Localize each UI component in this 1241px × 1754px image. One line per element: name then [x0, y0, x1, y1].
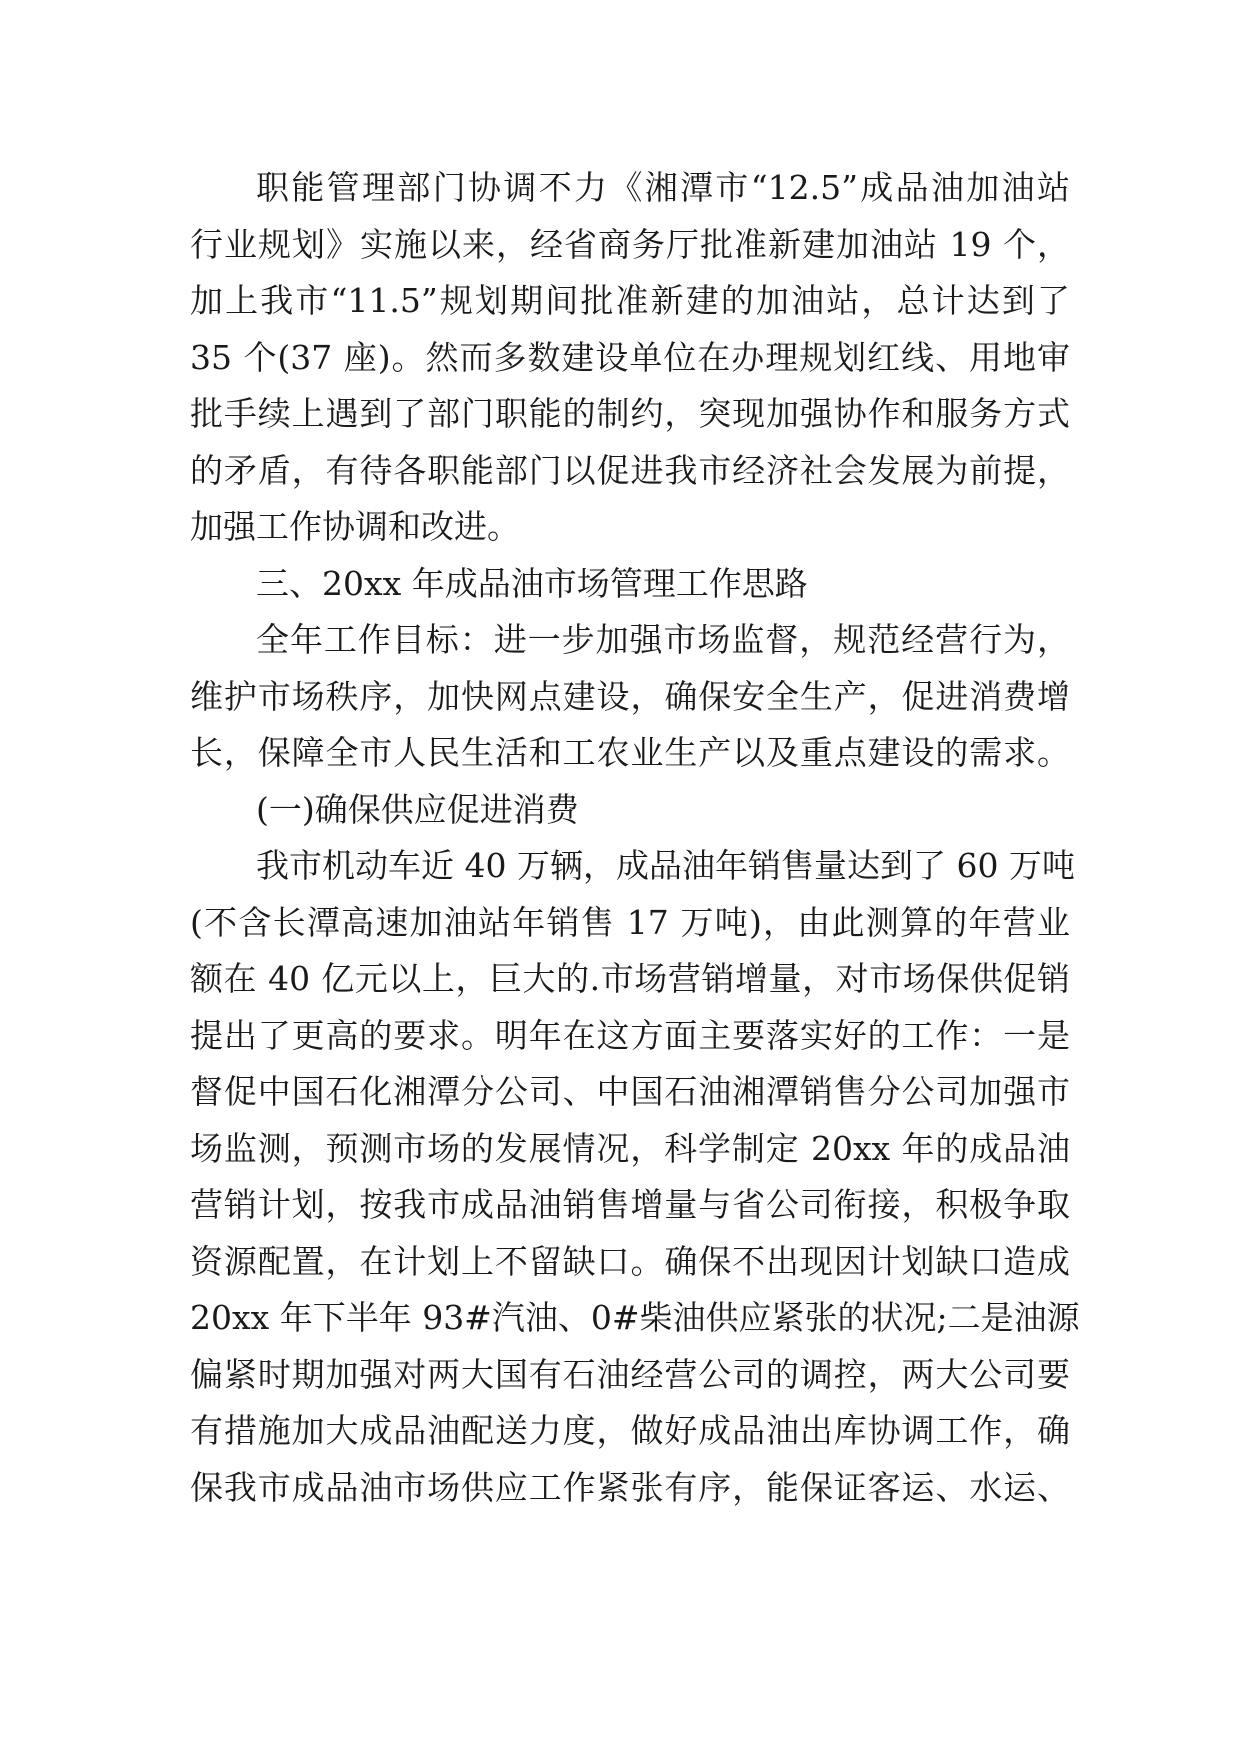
text-line: 35 个(37 座)。然而多数建设单位在办理规划红线、用地审: [190, 337, 1070, 377]
text-line: 批手续上遇到了部门职能的制约，突现加强协作和服务方式: [190, 394, 1070, 433]
text-line: 保我市成品油市场供应工作紧张有序，能保证客运、水运、: [190, 1467, 1070, 1507]
text-line: 额在 40 亿元以上，巨大的.市场营销增量，对市场保供促销: [190, 959, 1070, 998]
text-line: 维护市场秩序，加快网点建设，确保安全生产，促进消费增: [190, 676, 1070, 716]
text-line: 我市机动车近 40 万辆，成品油年销售量达到了 60 万吨: [256, 846, 1075, 885]
text-line: 场监测，预测市场的发展情况，科学制定 20xx 年的成品油: [190, 1128, 1070, 1168]
text-line: 职能管理部门协调不力《湘潭市“12.5”成品油加油站: [256, 168, 1070, 207]
text-line: (不含长潭高速加油站年销售 17 万吨)，由此测算的年营业: [190, 902, 1070, 942]
text-line: 督促中国石化湘潭分公司、中国石油湘潭销售分公司加强市: [190, 1072, 1070, 1111]
document-body: [190, 160, 1080, 1516]
subsection-heading: (一)确保供应促进消费: [256, 789, 579, 829]
text-line: 加强工作协调和改进。: [190, 507, 520, 546]
text-line: 的矛盾，有待各职能部门以促进我市经济社会发展为前提，: [190, 450, 1070, 490]
text-line: 提出了更高的要求。明年在这方面主要落实好的工作：一是: [190, 1015, 1070, 1055]
text-line: 有措施加大成品油配送力度，做好成品油出库协调工作，确: [190, 1411, 1070, 1450]
section-heading: 三、20xx 年成品油市场管理工作思路: [256, 563, 808, 603]
text-line: 行业规划》实施以来，经省商务厅批准新建加油站 19 个，: [190, 224, 1070, 264]
text-line: 20xx 年下半年 93#汽油、0#柴油供应紧张的状况;二是油源: [190, 1298, 1080, 1337]
text-line: 偏紧时期加强对两大国有石油经营公司的调控，两大公司要: [190, 1354, 1070, 1394]
text-line: 全年工作目标：进一步加强市场监督，规范经营行为，: [256, 620, 1070, 659]
text-line: 营销计划，按我市成品油销售增量与省公司衔接，积极争取: [190, 1185, 1070, 1224]
text-line: 长，保障全市人民生活和工农业生产以及重点建设的需求。: [190, 733, 1070, 772]
text-line: 资源配置，在计划上不留缺口。确保不出现因计划缺口造成: [190, 1241, 1070, 1281]
text-line: 加上我市“11.5”规划期间批准新建的加油站，总计达到了: [190, 281, 1070, 320]
